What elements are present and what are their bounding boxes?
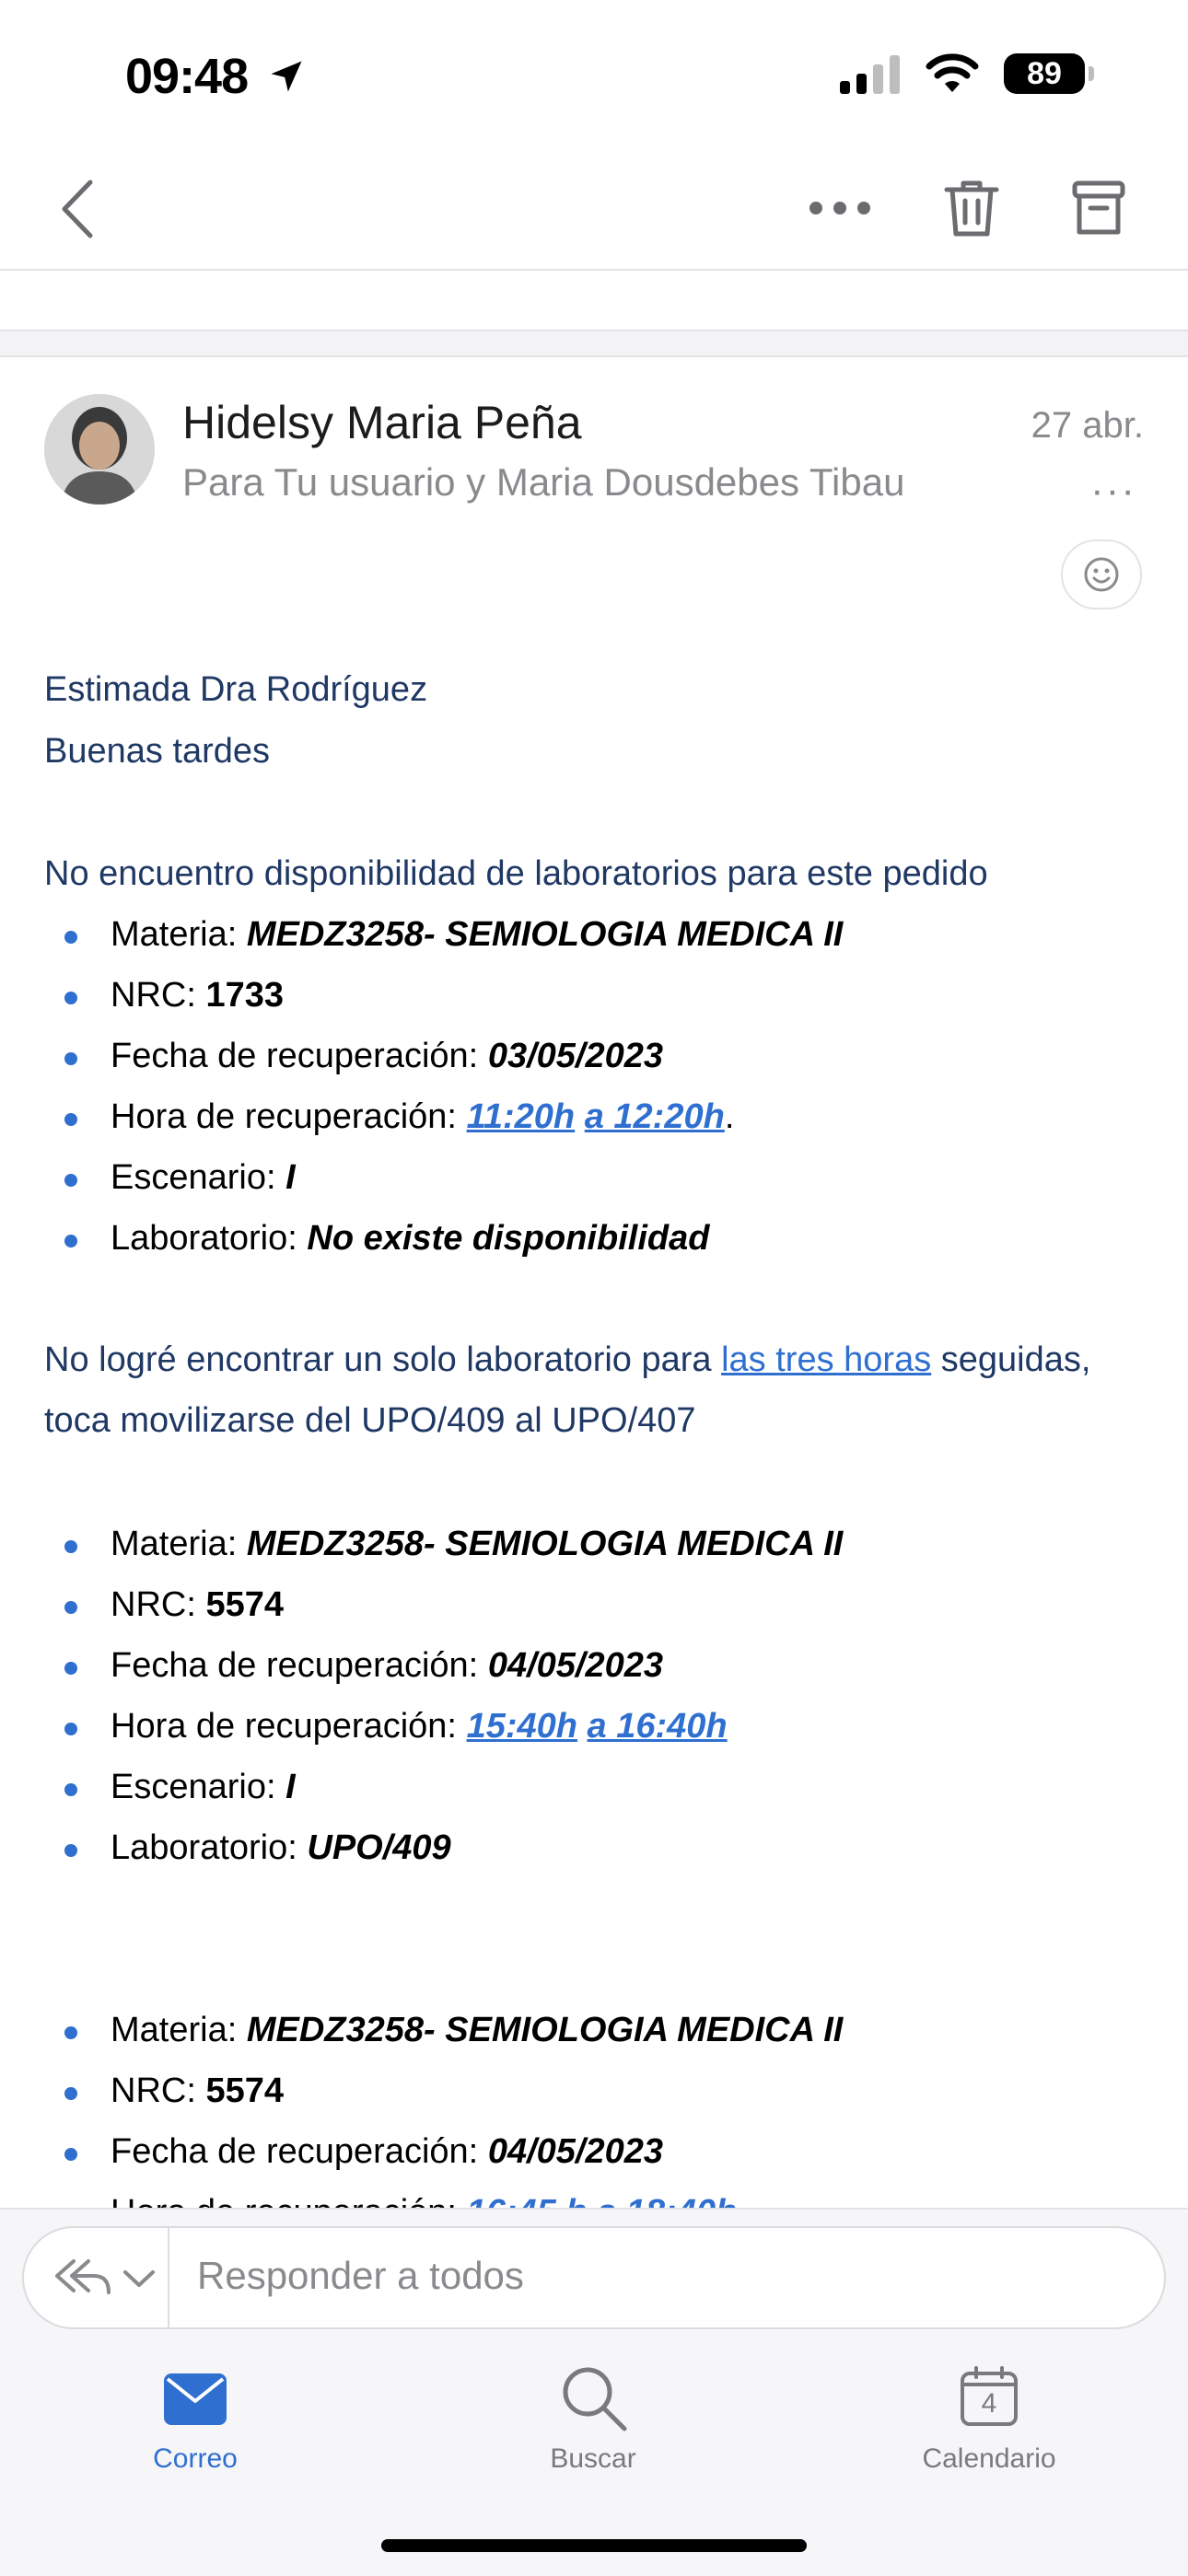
sender-name[interactable]: Hidelsy Maria Peña bbox=[182, 397, 582, 448]
chevron-left-icon[interactable] bbox=[57, 179, 98, 239]
escenario-value: I bbox=[285, 1158, 296, 1197]
materia-value: MEDZ3258- SEMIOLOGIA MEDICA II bbox=[246, 2011, 844, 2049]
trash-icon[interactable] bbox=[943, 179, 1000, 239]
list-item: Escenario: I bbox=[111, 1158, 296, 1197]
tab-correo-label[interactable]: Correo bbox=[153, 2443, 238, 2474]
laboratorio-value: No existe disponibilidad bbox=[307, 1219, 710, 1258]
status-time-text: 09:48 bbox=[125, 49, 249, 104]
escenario-value: I bbox=[285, 1768, 296, 1806]
reply-field[interactable] bbox=[22, 2226, 1166, 2329]
list-item: Fecha de recuperación: 04/05/2023 bbox=[111, 2132, 663, 2171]
list-item: Hora de recuperación: 11:20h a 12:20h. bbox=[111, 1097, 735, 1136]
list-item: NRC: 5574 bbox=[111, 2071, 284, 2110]
laboratorio-value: UPO/409 bbox=[307, 1828, 451, 1867]
calendar-icon[interactable] bbox=[960, 2366, 1019, 2427]
materia-value: MEDZ3258- SEMIOLOGIA MEDICA II bbox=[246, 1525, 844, 1563]
list-item: NRC: 5574 bbox=[111, 1585, 284, 1624]
nrc-value: 5574 bbox=[205, 1585, 284, 1624]
person-avatar-icon bbox=[44, 394, 155, 505]
status-time bbox=[125, 48, 307, 105]
cellular-signal-icon bbox=[840, 53, 901, 94]
list-item: Materia: MEDZ3258- SEMIOLOGIA MEDICA II bbox=[111, 2011, 844, 2049]
hora-end-link[interactable]: a 16:40h bbox=[587, 1707, 728, 1746]
greeting-line-1: Estimada Dra Rodríguez bbox=[44, 670, 428, 709]
search-icon[interactable] bbox=[560, 2364, 628, 2432]
tres-horas-link[interactable]: las tres horas bbox=[721, 1340, 932, 1379]
nrc-value: 1733 bbox=[205, 976, 284, 1015]
hora-end-link[interactable]: a 12:20h bbox=[584, 1097, 725, 1136]
chevron-down-icon[interactable] bbox=[122, 2269, 157, 2289]
list-item: Laboratorio: UPO/409 bbox=[111, 1828, 451, 1867]
message-more-button[interactable]: ··· bbox=[1090, 468, 1136, 513]
tab-buscar-label[interactable]: Buscar bbox=[550, 2443, 636, 2474]
nrc-value: 5574 bbox=[205, 2071, 284, 2110]
intro-line: No encuentro disponibilidad de laboratorios para este pedido bbox=[44, 854, 988, 893]
status-icons bbox=[840, 53, 1085, 94]
avatar[interactable] bbox=[44, 394, 155, 505]
list-item: Fecha de recuperación: 03/05/2023 bbox=[111, 1037, 663, 1075]
note-line-2: toca movilizarse del UPO/409 al UPO/407 bbox=[44, 1401, 696, 1440]
battery-indicator bbox=[1004, 53, 1085, 94]
home-indicator bbox=[381, 2539, 807, 2552]
battery-level: 89 bbox=[1027, 55, 1062, 91]
more-horizontal-icon[interactable] bbox=[809, 197, 871, 219]
smiley-icon bbox=[1083, 556, 1120, 593]
reply-all-icon[interactable] bbox=[52, 2256, 112, 2296]
reply-divider bbox=[168, 2226, 169, 2329]
list-item: Fecha de recuperación: 04/05/2023 bbox=[111, 1646, 663, 1685]
list-item: Escenario: I bbox=[111, 1768, 296, 1806]
hora-start-link[interactable]: 11:20h bbox=[466, 1097, 576, 1136]
list-item: Laboratorio: No existe disponibilidad bbox=[111, 1219, 710, 1258]
list-item: Materia: MEDZ3258- SEMIOLOGIA MEDICA II bbox=[111, 915, 844, 954]
wifi-icon bbox=[925, 53, 980, 94]
recipients-line[interactable]: Para Tu usuario y Maria Dousdebes Tibau bbox=[182, 460, 905, 504]
nav-divider bbox=[0, 269, 1188, 271]
fecha-value: 03/05/2023 bbox=[487, 1037, 663, 1075]
mail-icon[interactable] bbox=[164, 2373, 227, 2425]
greeting-line-2: Buenas tardes bbox=[44, 732, 271, 771]
fecha-value: 04/05/2023 bbox=[487, 2132, 663, 2171]
list-item: Materia: MEDZ3258- SEMIOLOGIA MEDICA II bbox=[111, 1525, 844, 1563]
hora-start-link[interactable]: 15:40h bbox=[466, 1707, 577, 1746]
list-item: Hora de recuperación: 15:40h a 16:40h bbox=[111, 1707, 728, 1746]
tab-calendario-label[interactable]: Calendario bbox=[922, 2443, 1056, 2474]
fecha-value: 04/05/2023 bbox=[487, 1646, 663, 1685]
note-line-1: No logré encontrar un solo laboratorio para las tres horas seguidas, bbox=[44, 1340, 1091, 1379]
location-arrow-icon bbox=[266, 56, 307, 97]
list-item: NRC: 1733 bbox=[111, 976, 284, 1015]
reaction-button[interactable] bbox=[1061, 540, 1142, 609]
calendar-day: 4 bbox=[981, 2388, 997, 2419]
materia-value: MEDZ3258- SEMIOLOGIA MEDICA II bbox=[246, 915, 844, 954]
reply-placeholder[interactable]: Responder a todos bbox=[197, 2254, 524, 2297]
archive-icon[interactable] bbox=[1072, 180, 1125, 238]
message-date: 27 abr. bbox=[1031, 405, 1144, 446]
thread-separator bbox=[0, 330, 1188, 357]
